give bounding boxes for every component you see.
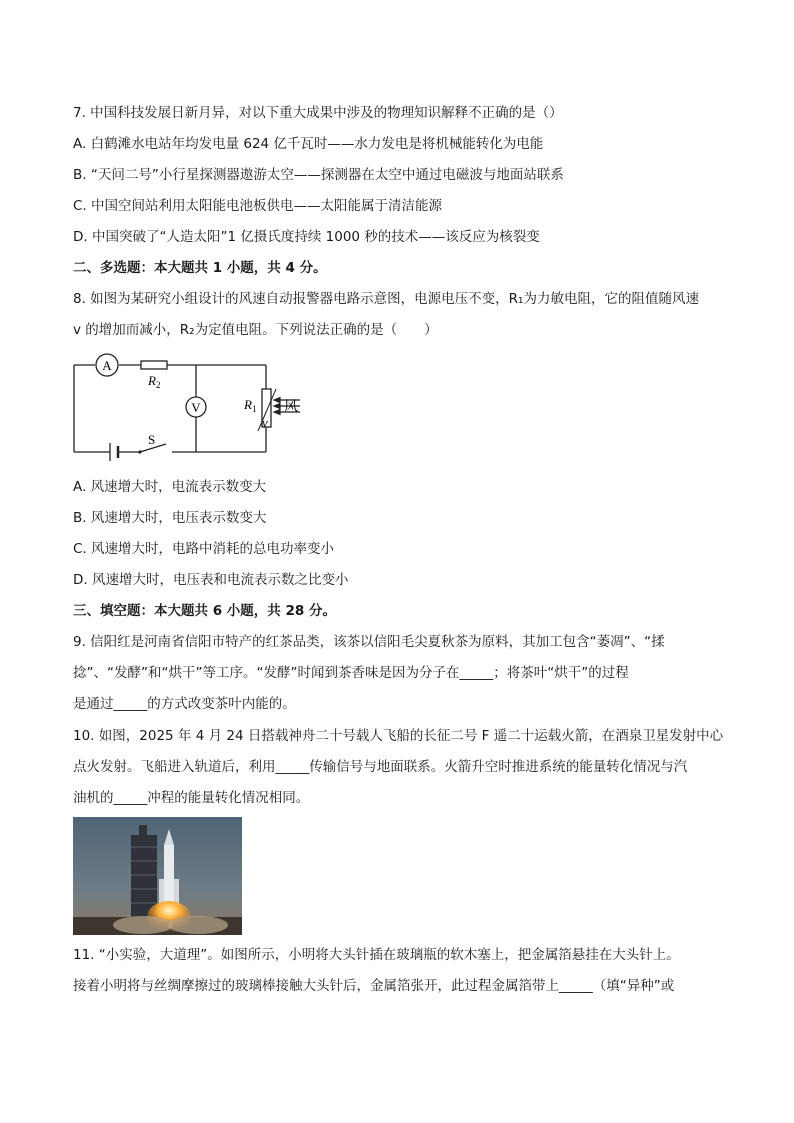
q7-option-d: D. 中国突破了“人造太阳”1 亿摄氏度持续 1000 秒的技术——该反应为核裂变 [73, 229, 540, 245]
wind-label: 风 [284, 399, 298, 415]
q10-line2: 点火发射。飞船进入轨道后，利用_____传输信号与地面联系。火箭升空时推进系统的能量转化情况与汽 [73, 759, 688, 775]
section-heading-multi-choice: 二、多选题：本大题共 1 小题，共 4 分。 [73, 260, 327, 276]
section-heading-fill-in: 三、填空题：本大题共 6 小题，共 28 分。 [73, 603, 336, 619]
q11-line2: 接着小明将与丝绸摩擦过的玻璃棒接触大头针后，金属箔张开，此过程金属箔带上_____（填“异种”或 [73, 978, 675, 994]
q10-line1: 10. 如图，2025 年 4 月 24 日搭载神舟二十号载人飞船的长征二号 F 遥二十运载火箭，在酒泉卫星发射中心 [73, 728, 724, 744]
q8-option-b: B. 风速增大时，电压表示数变大 [73, 510, 267, 526]
q7-stem: 7. 中国科技发展日新月异，对以下重大成果中涉及的物理知识解释不正确的是（） [73, 105, 563, 121]
q8-option-a: A. 风速增大时，电流表示数变大 [73, 479, 267, 495]
q9-line3: 是通过_____的方式改变茶叶内能的。 [73, 696, 296, 712]
fixed-resistor-r2 [141, 361, 167, 369]
r1-label: $R_1$ [244, 397, 257, 414]
q9-line1: 9. 信阳红是河南省信阳市特产的红茶品类，该茶以信阳毛尖夏秋茶为原料，其加工包含“萎凋”、“揉 [73, 634, 665, 650]
rocket-launch-photo [73, 817, 242, 935]
q8-stem-line2: v 的增加而减小，R₂为定值电阻。下列说法正确的是（ ） [73, 322, 438, 338]
q9-line2: 捻”、“发酵”和“烘干”等工序。“发酵”时闻到茶香味是因为分子在_____；将茶叶“烘干”的过程 [73, 665, 629, 681]
circuit-diagram [60, 345, 320, 465]
switch-pivot [138, 450, 141, 453]
wind-speed-label: v [262, 415, 268, 430]
q7-option-b: B. “天问二号”小行星探测器遨游太空——探测器在太空中通过电磁波与地面站联系 [73, 167, 564, 183]
q7-option-c: C. 中国空间站利用太阳能电池板供电——太阳能属于清洁能源 [73, 198, 443, 214]
q7-option-a: A. 白鹤滩水电站年均发电量 624 亿千瓦时——水力发电是将机械能转化为电能 [73, 136, 544, 152]
voltmeter-label: V [191, 400, 201, 415]
q11-line1: 11. “小实验，大道理”。如图所示，小明将大头针插在玻璃瓶的软木塞上，把金属箔悬挂在大头针上。 [73, 947, 680, 963]
q8-stem-line1: 8. 如图为某研究小组设计的风速自动报警器电路示意图，电源电压不变，R₁为力敏电阻，它的阻值随风速 [73, 291, 699, 307]
r2-label: $R_2$ [148, 373, 161, 390]
switch-label: S [148, 432, 156, 447]
q8-option-c: C. 风速增大时，电路中消耗的总电功率变小 [73, 541, 335, 557]
q10-line3: 油机的_____冲程的能量转化情况相同。 [73, 790, 310, 806]
ammeter-label: A [102, 358, 112, 373]
q8-option-d: D. 风速增大时，电压表和电流表示数之比变小 [73, 572, 349, 588]
